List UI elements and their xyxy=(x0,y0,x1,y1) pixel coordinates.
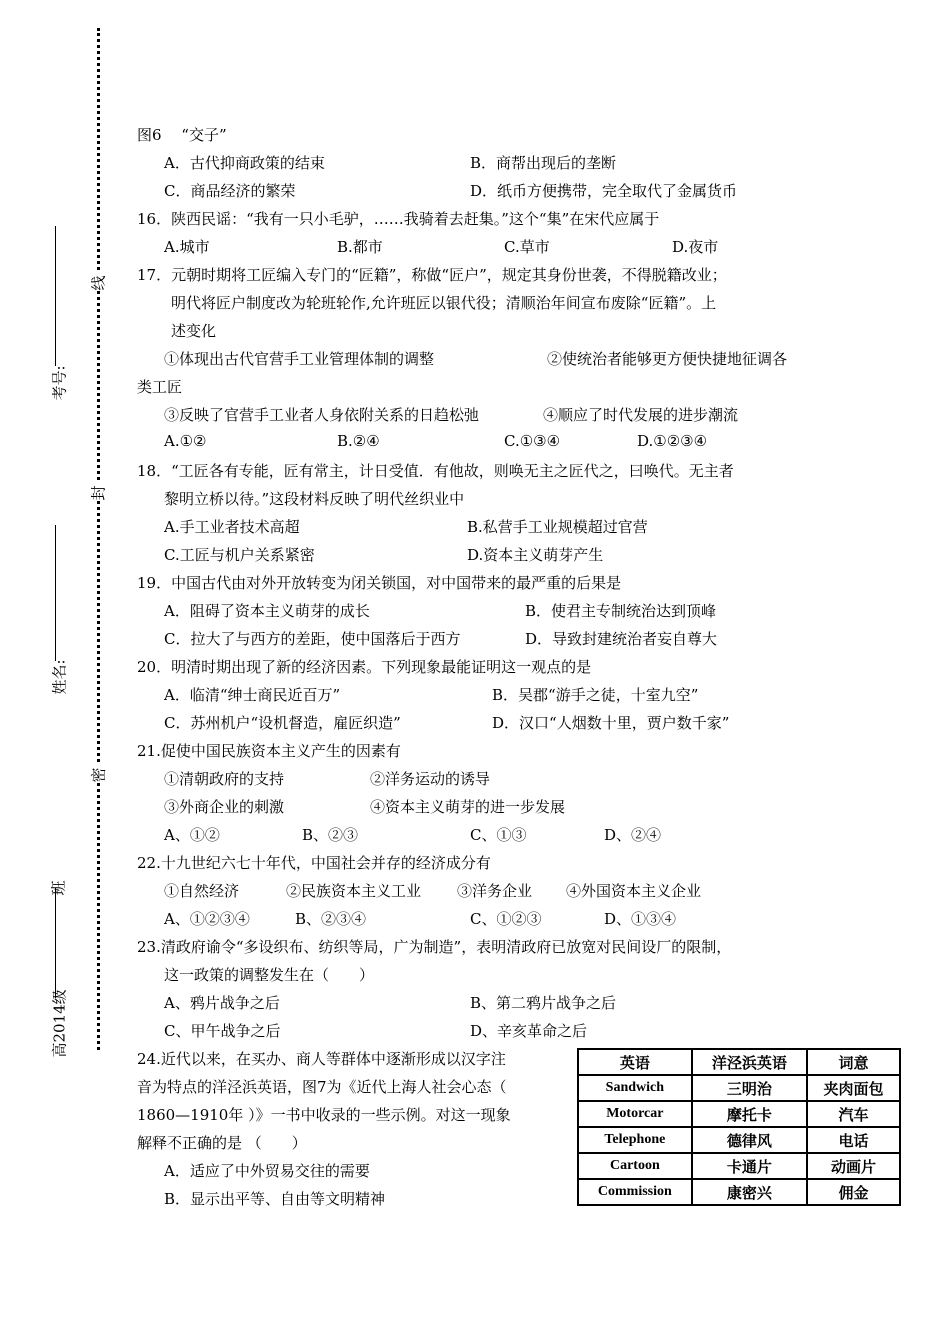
table-row xyxy=(578,1075,900,1101)
binding-mark-secret: 密 xyxy=(88,763,109,783)
q17-option-d: D.①②③④ xyxy=(637,432,708,450)
q23-option-b: B、第二鸦片战争之后 xyxy=(470,994,617,1012)
q15-option-d: D．纸币方便携带，完全取代了金属货币 xyxy=(470,182,738,200)
q23-stem-line2: 这一政策的调整发生在（ ） xyxy=(164,966,375,984)
table-cell: 德律风 xyxy=(692,1127,807,1153)
table-cell: 电话 xyxy=(807,1127,900,1153)
q24-stem-line1: 24.近代以来，在买办、商人等群体中逐渐形成以汉字注 xyxy=(137,1050,506,1068)
q24-stem-line4: 解释不正确的是 （ ） xyxy=(137,1134,307,1152)
class-underline xyxy=(55,888,56,998)
table-cell: 康密兴 xyxy=(692,1179,807,1205)
q17-option-a: A.①② xyxy=(164,432,207,450)
table-header-cell: 洋泾浜英语 xyxy=(692,1049,807,1075)
figure-6-caption: 图6 “交子” xyxy=(137,126,227,144)
q18-option-b: B.私营手工业规模超过官营 xyxy=(467,518,648,536)
q18-stem-line2: 黎明立桥以待。”这段材料反映了明代丝织业中 xyxy=(164,490,465,508)
table-row xyxy=(578,1153,900,1179)
q15-option-b: B．商帮出现后的垄断 xyxy=(470,154,617,172)
q20-option-b: B．吴郡“游手之徒，十室九空” xyxy=(492,686,699,704)
table-cell: 摩托卡 xyxy=(692,1101,807,1127)
q16-option-a: A.城市 xyxy=(164,238,210,256)
q21-option-a: A、①② xyxy=(164,826,220,844)
q23-option-d: D、辛亥革命之后 xyxy=(470,1022,588,1040)
table-header-row xyxy=(578,1049,900,1075)
table-cell: 汽车 xyxy=(807,1101,900,1127)
q24-option-b: B．显示出平等、自由等文明精神 xyxy=(164,1190,386,1208)
table-cell: 动画片 xyxy=(807,1153,900,1179)
table-cell: Telephone xyxy=(578,1127,692,1153)
q22-item-4: ④外国资本主义企业 xyxy=(566,882,702,900)
figure-7-vocab-table xyxy=(577,1048,901,1206)
q24-stem-line2: 音为特点的洋泾浜英语，图7为《近代上海人社会心态（ xyxy=(137,1078,507,1096)
q18-option-a: A.手工业者技术高超 xyxy=(164,518,300,536)
binding-mark-line: 线 xyxy=(88,271,109,291)
q22-item-2: ②民族资本主义工业 xyxy=(286,882,422,900)
q17-item-2: ②使统治者能够更方便快捷地征调各 xyxy=(547,350,788,368)
q18-option-d: D.资本主义萌芽产生 xyxy=(467,546,604,564)
q21-option-b: B、②③ xyxy=(302,826,359,844)
table-header-cell: 英语 xyxy=(578,1049,692,1075)
q19-option-d: D．导致封建统治者妄自尊大 xyxy=(525,630,718,648)
q21-item-2: ②洋务运动的诱导 xyxy=(370,770,491,788)
grade-label: 高2014级 xyxy=(50,989,69,1058)
name-underline xyxy=(55,525,56,661)
q17-stem-line1: 17．元朝时期将工匠编入专门的“匠籍”，称做“匠户”，规定其身份世袭，不得脱籍改业； xyxy=(137,266,727,284)
q17-option-b: B.②④ xyxy=(337,432,380,450)
q22-stem: 22.十九世纪六七十年代，中国社会并存的经济成分有 xyxy=(137,854,491,872)
table-cell: Motorcar xyxy=(578,1101,692,1127)
binding-mark-seal: 封 xyxy=(88,481,109,501)
q15-option-c: C．商品经济的繁荣 xyxy=(164,182,296,200)
q16-stem: 16．陕西民谣：“我有一只小毛驴，……我骑着去赶集。”这个“集”在宋代应属于 xyxy=(137,210,660,228)
q15-option-a: A．古代抑商政策的结束 xyxy=(164,154,325,172)
q17-item-3: ③反映了官营手工业者人身依附关系的日趋松弛 xyxy=(164,406,480,424)
q17-option-c: C.①③④ xyxy=(504,432,561,450)
q23-stem-line1: 23.清政府谕令“多设织布、纺织等局，广为制造”，表明清政府已放宽对民间设厂的限制， xyxy=(137,938,732,956)
q21-option-d: D、②④ xyxy=(604,826,662,844)
q20-option-d: D．汉口“人烟数十里，贾户数千家” xyxy=(492,714,730,732)
q20-option-a: A．临清“绅士商民近百万” xyxy=(164,686,341,704)
q17-stem-line3: 述变化 xyxy=(171,322,217,340)
q22-option-c: C、①②③ xyxy=(470,910,542,928)
q19-stem: 19．中国古代由对外开放转变为闭关锁国，对中国带来的最严重的后果是 xyxy=(137,574,622,592)
q23-option-a: A、鸦片战争之后 xyxy=(164,994,280,1012)
table-cell: 三明治 xyxy=(692,1075,807,1101)
q17-item-2-cont: 类工匠 xyxy=(137,378,183,396)
class-label: 班 xyxy=(49,880,68,896)
q21-item-4: ④资本主义萌芽的进一步发展 xyxy=(370,798,566,816)
exam-no-underline xyxy=(55,226,56,366)
q19-option-c: C．拉大了与西方的差距，使中国落后于西方 xyxy=(164,630,461,648)
q24-option-a: A．适应了中外贸易交往的需要 xyxy=(164,1162,370,1180)
q19-option-a: A．阻碍了资本主义萌芽的成长 xyxy=(164,602,370,620)
q24-stem-line3: 1860—1910年 ）》一书中收录的一些示例。对这一现象 xyxy=(137,1106,511,1124)
q20-stem: 20．明清时期出现了新的经济因素。下列现象最能证明这一观点的是 xyxy=(137,658,592,676)
table-row xyxy=(578,1179,900,1205)
q22-item-3: ③洋务企业 xyxy=(457,882,533,900)
table-cell: Cartoon xyxy=(578,1153,692,1179)
table-cell: 卡通片 xyxy=(692,1153,807,1179)
table-cell: 佣金 xyxy=(807,1179,900,1205)
q16-option-d: D.夜市 xyxy=(672,238,719,256)
q18-option-c: C.工匠与机户关系紧密 xyxy=(164,546,315,564)
q22-option-a: A、①②③④ xyxy=(164,910,250,928)
q21-item-3: ③外商企业的刺激 xyxy=(164,798,285,816)
q18-stem-line1: 18．“工匠各有专能，匠有常主，计日受值．有他故，则唤无主之匠代之，曰唤代。无主者 xyxy=(137,462,734,480)
q17-item-4: ④顺应了时代发展的进步潮流 xyxy=(543,406,739,424)
table-header-cell: 词意 xyxy=(807,1049,900,1075)
table-cell: Sandwich xyxy=(578,1075,692,1101)
name-label: 姓名: xyxy=(50,659,69,695)
table-row xyxy=(578,1127,900,1153)
table-cell: 夹肉面包 xyxy=(807,1075,900,1101)
q19-option-b: B．使君主专制统治达到顶峰 xyxy=(525,602,717,620)
q21-stem: 21.促使中国民族资本主义产生的因素有 xyxy=(137,742,401,760)
q22-option-b: B、②③④ xyxy=(295,910,367,928)
exam-no-label: 考号: xyxy=(50,365,69,401)
q16-option-c: C.草市 xyxy=(504,238,550,256)
q23-option-c: C、甲午战争之后 xyxy=(164,1022,281,1040)
q17-item-1: ①体现出古代官营手工业管理体制的调整 xyxy=(164,350,435,368)
q16-option-b: B.都市 xyxy=(337,238,383,256)
q21-item-1: ①清朝政府的支持 xyxy=(164,770,285,788)
q22-item-1: ①自然经济 xyxy=(164,882,240,900)
table-cell: Commission xyxy=(578,1179,692,1205)
q20-option-c: C．苏州机户“设机督造，雇匠织造” xyxy=(164,714,401,732)
binding-dotted-line xyxy=(97,28,100,1050)
q17-stem-line2: 明代将匠户制度改为轮班轮作,允许班匠以银代役；清顺治年间宣布废除“匠籍”。上 xyxy=(171,294,717,312)
q21-option-c: C、①③ xyxy=(470,826,527,844)
table-row xyxy=(578,1101,900,1127)
q22-option-d: D、①③④ xyxy=(604,910,677,928)
